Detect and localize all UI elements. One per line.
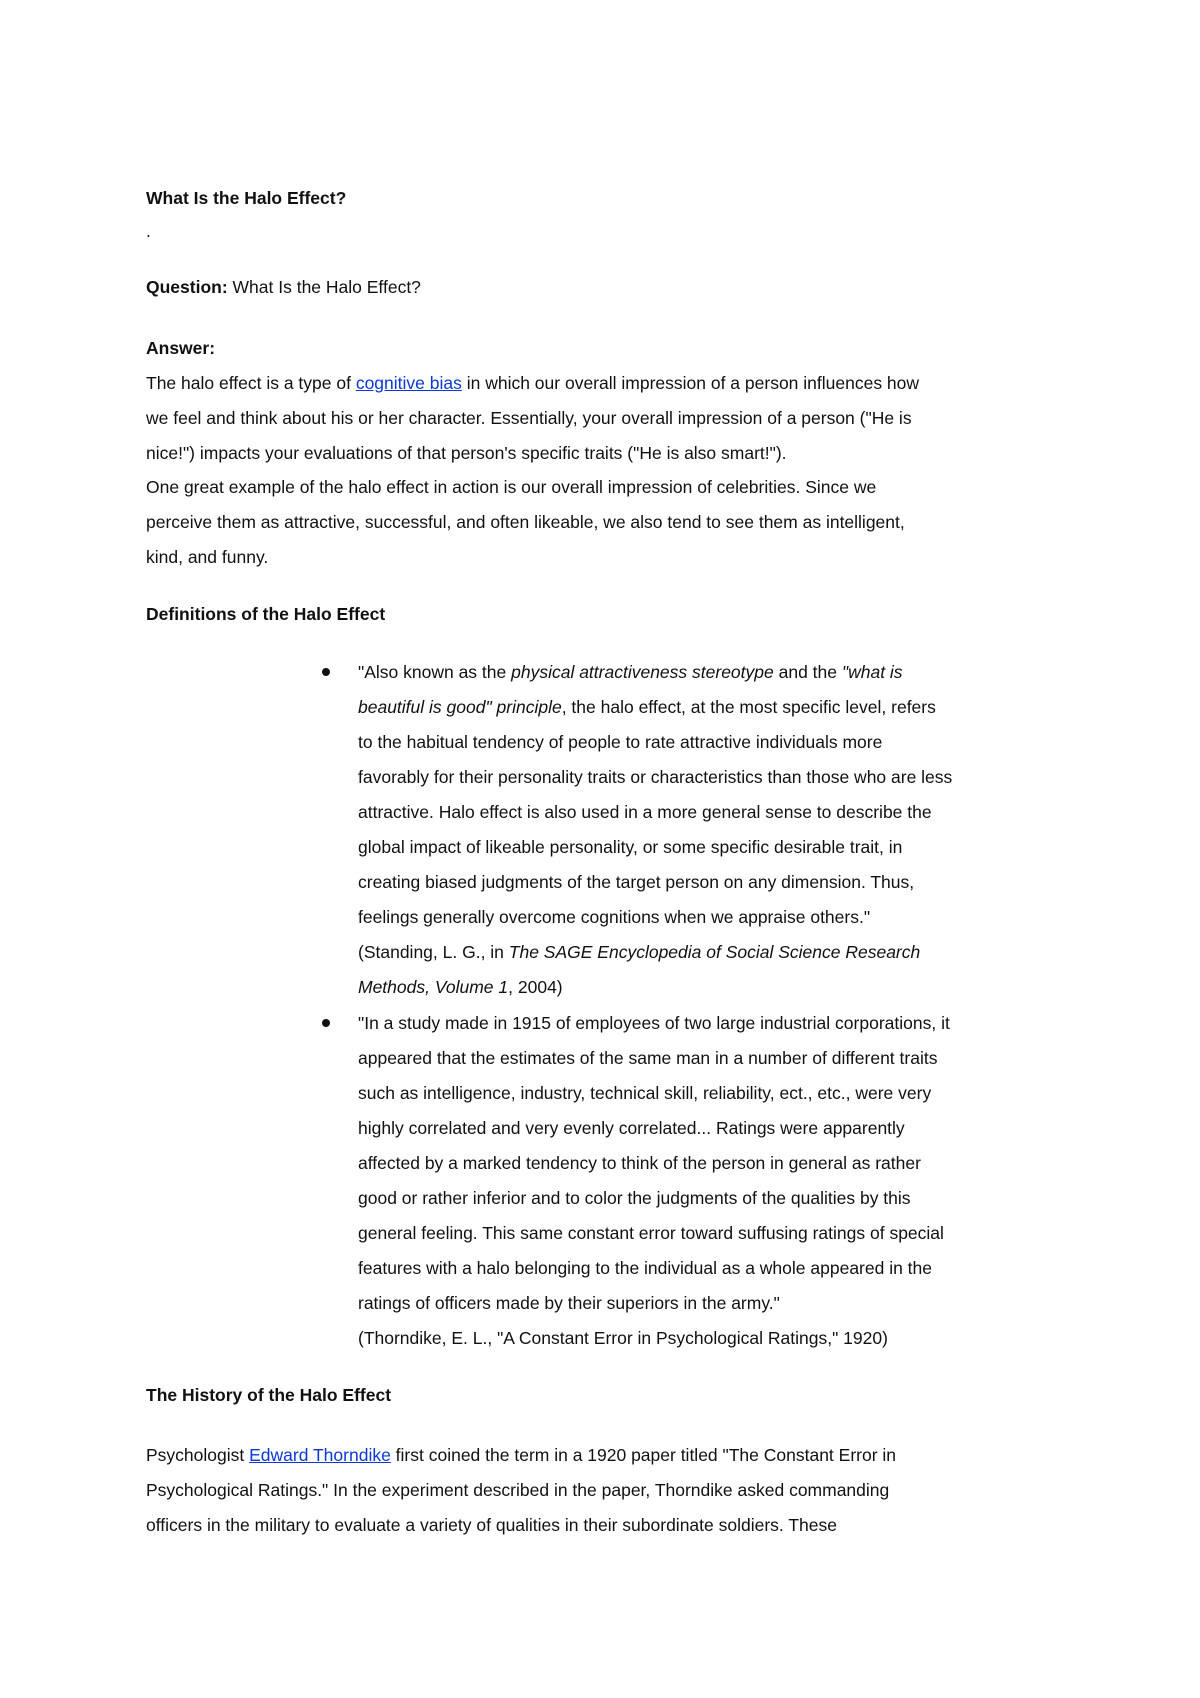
bullet1-line2: [358, 690, 936, 725]
bullet1-l2-post: , the halo effect, at the most specific level, refers: [561, 697, 936, 717]
bullet1-line3: to the habitual tendency of people to rate attractive individuals more: [358, 732, 883, 752]
bullet-icon: [322, 1019, 330, 1027]
bullet1-l10-post: , 2004): [508, 977, 563, 997]
answer-p1-post: in which our overall impression of a person influences how: [461, 373, 920, 393]
bullet1-line4: favorably for their personality traits or characteristics than those who are less: [358, 767, 953, 787]
bullet2-line10: (Thorndike, E. L., "A Constant Error in Psychological Ratings," 1920): [358, 1328, 888, 1348]
answer-p2-line2: perceive them as attractive, successful, and often likeable, we also tend to see them as intelligent,: [146, 512, 905, 532]
edward-thorndike-link[interactable]: Edward Thorndike: [249, 1445, 391, 1465]
bullet2-line5: affected by a marked tendency to think of the person in general as rather: [358, 1153, 921, 1173]
question-line: [146, 270, 421, 305]
bullet1-line7: creating biased judgments of the target person on any dimension. Thus,: [358, 872, 915, 892]
bullet1-l9-pre: (Standing, L. G., in: [358, 942, 509, 962]
bullet1-l1-italic: physical attractiveness stereotype: [511, 662, 774, 682]
bullet2-line6: good or rather inferior and to color the judgments of the qualities by this: [358, 1188, 911, 1208]
bullet2-line2: appeared that the estimates of the same man in a number of different traits: [358, 1048, 938, 1068]
answer-p1-pre: The halo effect is a type of: [146, 373, 356, 393]
bullet1-line5: attractive. Halo effect is also used in a more general sense to describe the: [358, 802, 932, 822]
answer-label: Answer:: [146, 338, 216, 358]
history-l1-post: first coined the term in a 1920 paper titled "The Constant Error in: [390, 1445, 897, 1465]
history-line3: officers in the military to evaluate a variety of qualities in their subordinate soldiers. These: [146, 1515, 837, 1535]
answer-p1-line3: nice!") impacts your evaluations of that person's specific traits ("He is also smart!").: [146, 443, 787, 463]
answer-p2-line1: One great example of the halo effect in action is our overall impression of celebrities. Since we: [146, 477, 877, 497]
bullet1-l1-mid: and the: [773, 662, 842, 682]
bullet1-l2-italic: beautiful is good" principle: [358, 697, 562, 717]
bullet1-line8: feelings generally overcome cognitions when we appraise others.": [358, 907, 871, 927]
bullet2-line4: highly correlated and very evenly correlated... Ratings were apparently: [358, 1118, 905, 1138]
bullet-icon: [322, 668, 330, 676]
bullet1-line1: [358, 655, 903, 690]
question-text: What Is the Halo Effect?: [227, 277, 421, 297]
bullet1-line6: global impact of likeable personality, or some specific desirable trait, in: [358, 837, 903, 857]
bullet2-line1: "In a study made in 1915 of employees of two large industrial corporations, it: [358, 1013, 950, 1033]
bullet2-line7: general feeling. This same constant error toward suffusing ratings of special: [358, 1223, 944, 1243]
answer-p2-line3: kind, and funny.: [146, 547, 269, 567]
separator-dot: .: [146, 221, 151, 241]
cognitive-bias-link[interactable]: cognitive bias: [355, 373, 462, 393]
answer-p1-line2: we feel and think about his or her character. Essentially, your overall impression of a person ("He is: [146, 408, 912, 428]
bullet1-l1-pre: "Also known as the: [358, 662, 512, 682]
question-label: Question:: [146, 277, 228, 297]
bullet1-line10: [358, 970, 563, 1005]
answer-p1-line1: [146, 366, 919, 401]
bullet2-line9: ratings of officers made by their superiors in the army.": [358, 1293, 780, 1313]
history-heading: The History of the Halo Effect: [146, 1385, 392, 1405]
bullet1-l1-italic2: "what is: [841, 662, 903, 682]
bullet2-line8: features with a halo belonging to the individual as a whole appeared in the: [358, 1258, 933, 1278]
document-title: What Is the Halo Effect?: [146, 188, 347, 208]
history-l1-pre: Psychologist: [146, 1445, 250, 1465]
definitions-heading: Definitions of the Halo Effect: [146, 604, 386, 624]
history-line2: Psychological Ratings." In the experiment described in the paper, Thorndike asked commanding: [146, 1480, 890, 1500]
bullet1-l9-italic: The SAGE Encyclopedia of Social Science Research: [508, 942, 921, 962]
bullet1-line9: [358, 935, 920, 970]
bullet1-l10-italic: Methods, Volume 1: [358, 977, 509, 997]
bullet2-line3: such as intelligence, industry, technical skill, reliability, ect., etc., were very: [358, 1083, 932, 1103]
history-line1: [146, 1438, 896, 1473]
